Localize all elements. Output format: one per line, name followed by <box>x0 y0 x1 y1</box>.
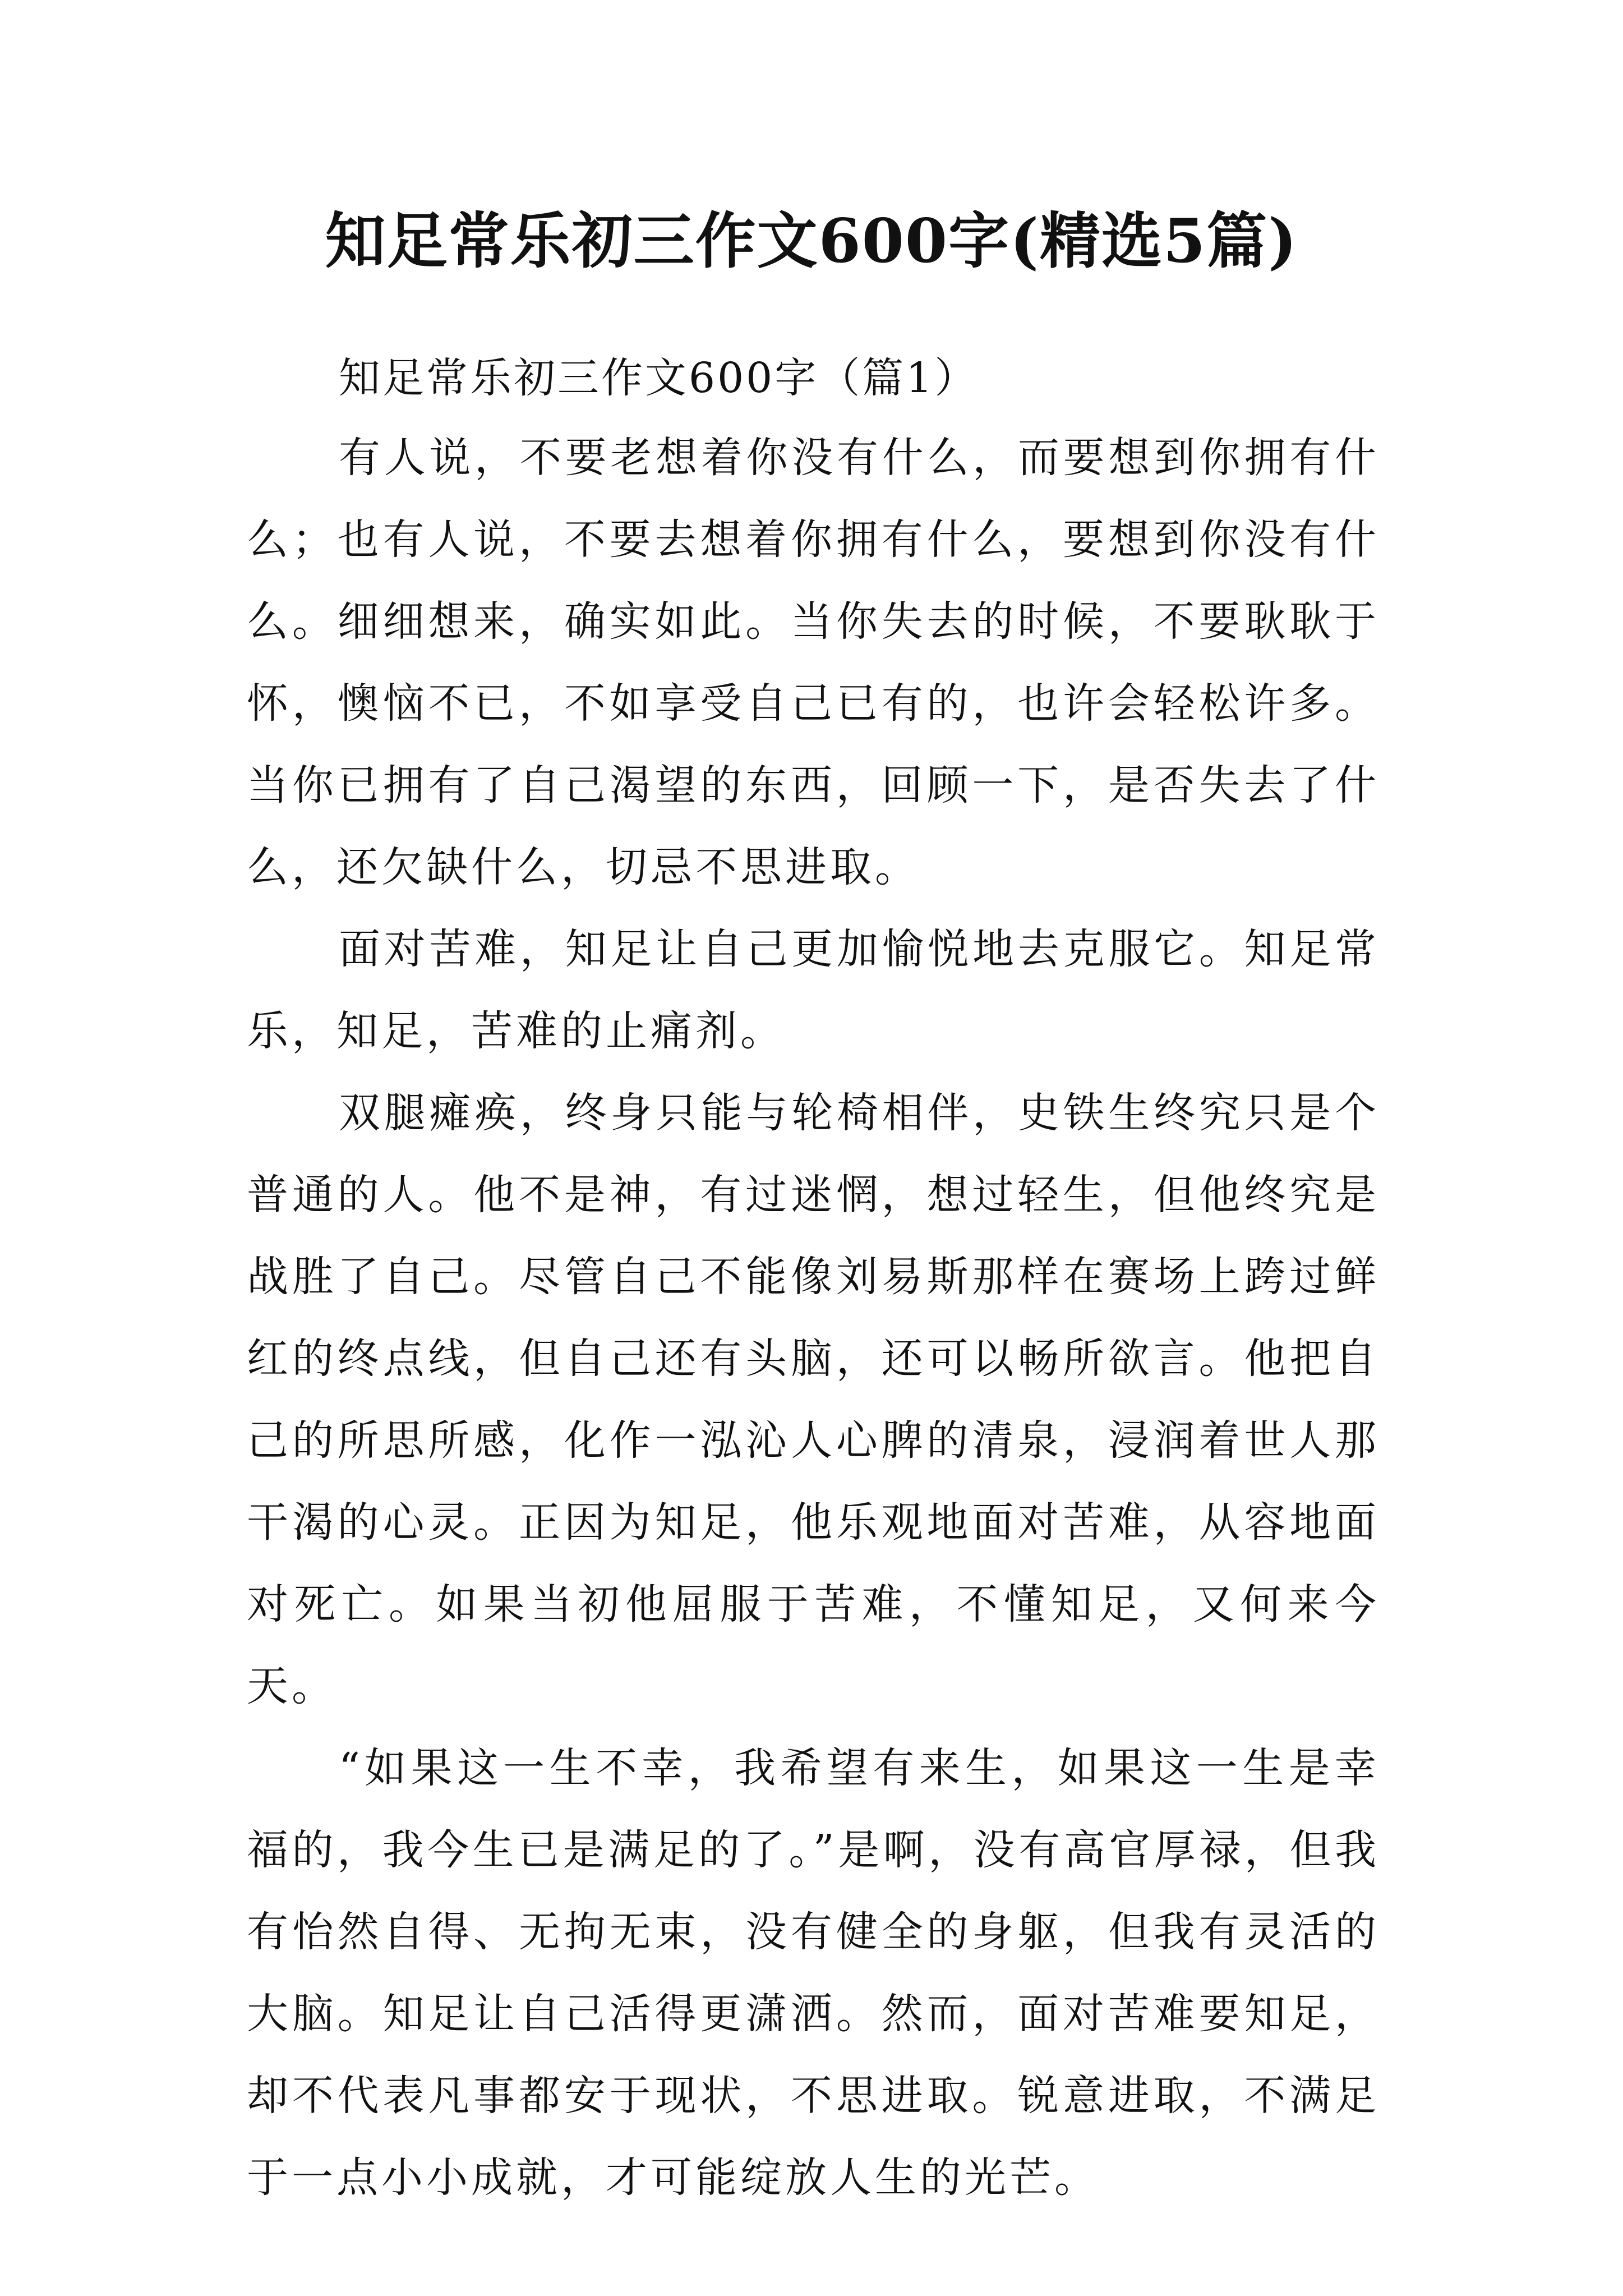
document-title: 知足常乐初三作文600字(精选5篇) <box>325 206 1298 277</box>
section-heading: 知足常乐初三作文600字（篇1） <box>339 354 979 402</box>
paragraph-2: 面对苦难，知足让自己更加愉悦地去克服它。知足常乐，知足，苦难的止痛剂。 <box>247 925 1380 1055</box>
paragraph-4: “如果这一生不幸，我希望有来生，如果这一生是幸福的，我今生已是满足的了。”是啊，没有高官厚禄，但我有怡然自得、无拘无束，没有健全的身躯，但我有灵活的大脑。知足让自己活得更潇洒。然而，面对苦难要知足，却不代表凡事都安于现状，不思进取。锐意进取，不满足于一点小小成就，才可能绽放人生的光芒。 <box>247 1744 1380 2202</box>
document-body <box>247 339 1380 2219</box>
paragraph-1: 有人说，不要老想着你没有什么，而要想到你拥有什么；也有人说，不要去想着你拥有什么，要想到你没有什么。细细想来，确实如此。当你失去的时候，不要耿耿于怀，懊恼不已，不如享受自己已有的，也许会轻松许多。当你已拥有了自己渴望的东西，回顾一下，是否失去了什么，还欠缺什么，切忌不思进取。 <box>247 434 1380 891</box>
paragraph-3: 双腿瘫痪，终身只能与轮椅相伴，史铁生终究只是个普通的人。他不是神，有过迷惘，想过轻生，但他终究是战胜了自己。尽管自己不能像刘易斯那样在赛场上跨过鲜红的终点线，但自己还有头脑，还可以畅所欲言。他把自己的所思所感，化作一泓沁人心脾的清泉，浸润着世人那干渴的心灵。正因为知足，他乐观地面对苦难，从容地面对死亡。如果当初他屈服于苦难，不懂知足，又何来今天。 <box>247 1089 1380 1710</box>
